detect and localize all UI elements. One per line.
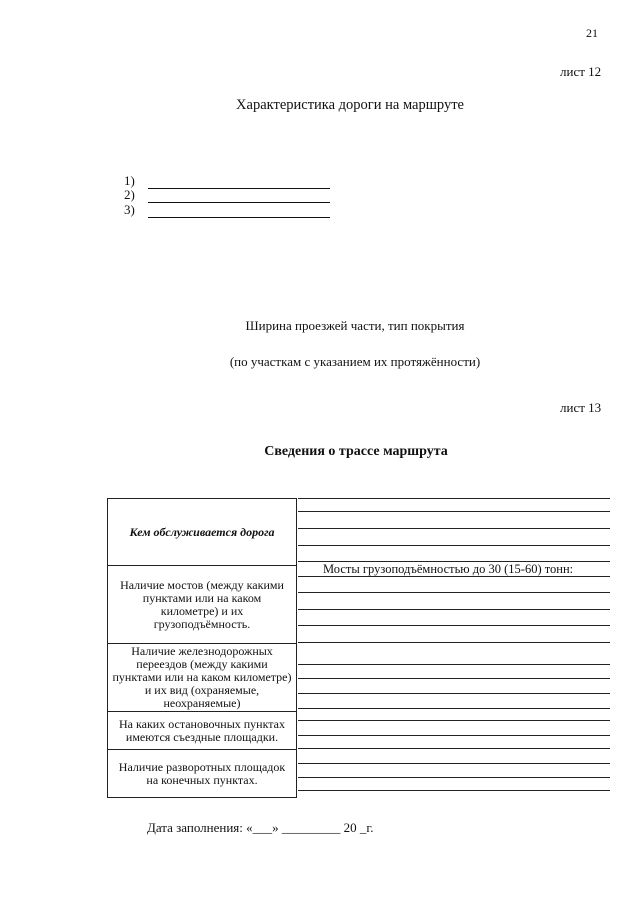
answer-line[interactable] — [298, 664, 610, 665]
table-cell-bridges: Наличие мостов (между какими пунктами или на каком километре) и их грузоподъёмность. — [108, 565, 296, 643]
answer-line[interactable] — [298, 693, 610, 694]
route-info-title: Сведения о трассе маршрута — [264, 444, 448, 459]
sheet-13-label: лист 13 — [560, 400, 602, 415]
bridges-note: Мосты грузоподъёмностью до 30 (15-60) тонн: — [323, 562, 574, 576]
road-width-subtext: (по участкам с указанием их протяжённости) — [229, 354, 481, 369]
blank-line[interactable] — [148, 193, 330, 203]
answer-line[interactable] — [298, 511, 610, 512]
answer-line[interactable] — [298, 790, 610, 791]
answer-line[interactable] — [298, 545, 610, 546]
answer-line[interactable] — [298, 678, 610, 679]
answer-line[interactable] — [298, 609, 610, 610]
answer-line[interactable] — [298, 528, 610, 529]
blank-line[interactable] — [148, 179, 330, 189]
list-item — [124, 203, 330, 218]
table-cell-stop-areas: На каких остановочных пунктах имеются съездные площадки. — [108, 711, 296, 749]
answer-line[interactable] — [298, 592, 610, 593]
page-number: 21 — [586, 26, 598, 40]
answer-line[interactable] — [298, 642, 610, 643]
answer-line[interactable] — [298, 720, 610, 721]
road-width-text: Ширина проезжей части, тип покрытия — [245, 318, 465, 333]
fill-date[interactable]: Дата заполнения: «___» _________ 20 _г. — [147, 820, 374, 835]
answer-line[interactable] — [298, 498, 610, 499]
answer-line[interactable] — [298, 735, 610, 736]
numbered-list — [124, 174, 330, 218]
list-item-number: 3) — [124, 201, 135, 217]
sheet-12-label: лист 12 — [560, 64, 602, 79]
table-cell-turnaround-areas: Наличие разворотных площадок на конечных пунктах. — [108, 749, 296, 797]
answer-line[interactable] — [298, 777, 610, 778]
answer-line[interactable] — [298, 625, 610, 626]
answer-line[interactable] — [298, 708, 610, 709]
list-item-number: 1) — [124, 172, 135, 188]
list-item-number: 2) — [124, 187, 135, 202]
list-item — [124, 174, 330, 189]
table-cell-railway-crossings: Наличие железнодорожных переездов (между какими пунктами или на каком километре) и их вид (охраняемые, неохраняемые) — [108, 643, 296, 711]
answer-line[interactable] — [298, 748, 610, 749]
answer-line[interactable] — [298, 763, 610, 764]
table-cell-road-service: Кем обслуживается дорога — [129, 524, 275, 539]
blank-line[interactable] — [148, 208, 330, 218]
route-characteristics-title: Характеристика дороги на маршруте — [236, 97, 464, 113]
route-info-table — [107, 498, 297, 798]
list-item — [124, 189, 330, 204]
